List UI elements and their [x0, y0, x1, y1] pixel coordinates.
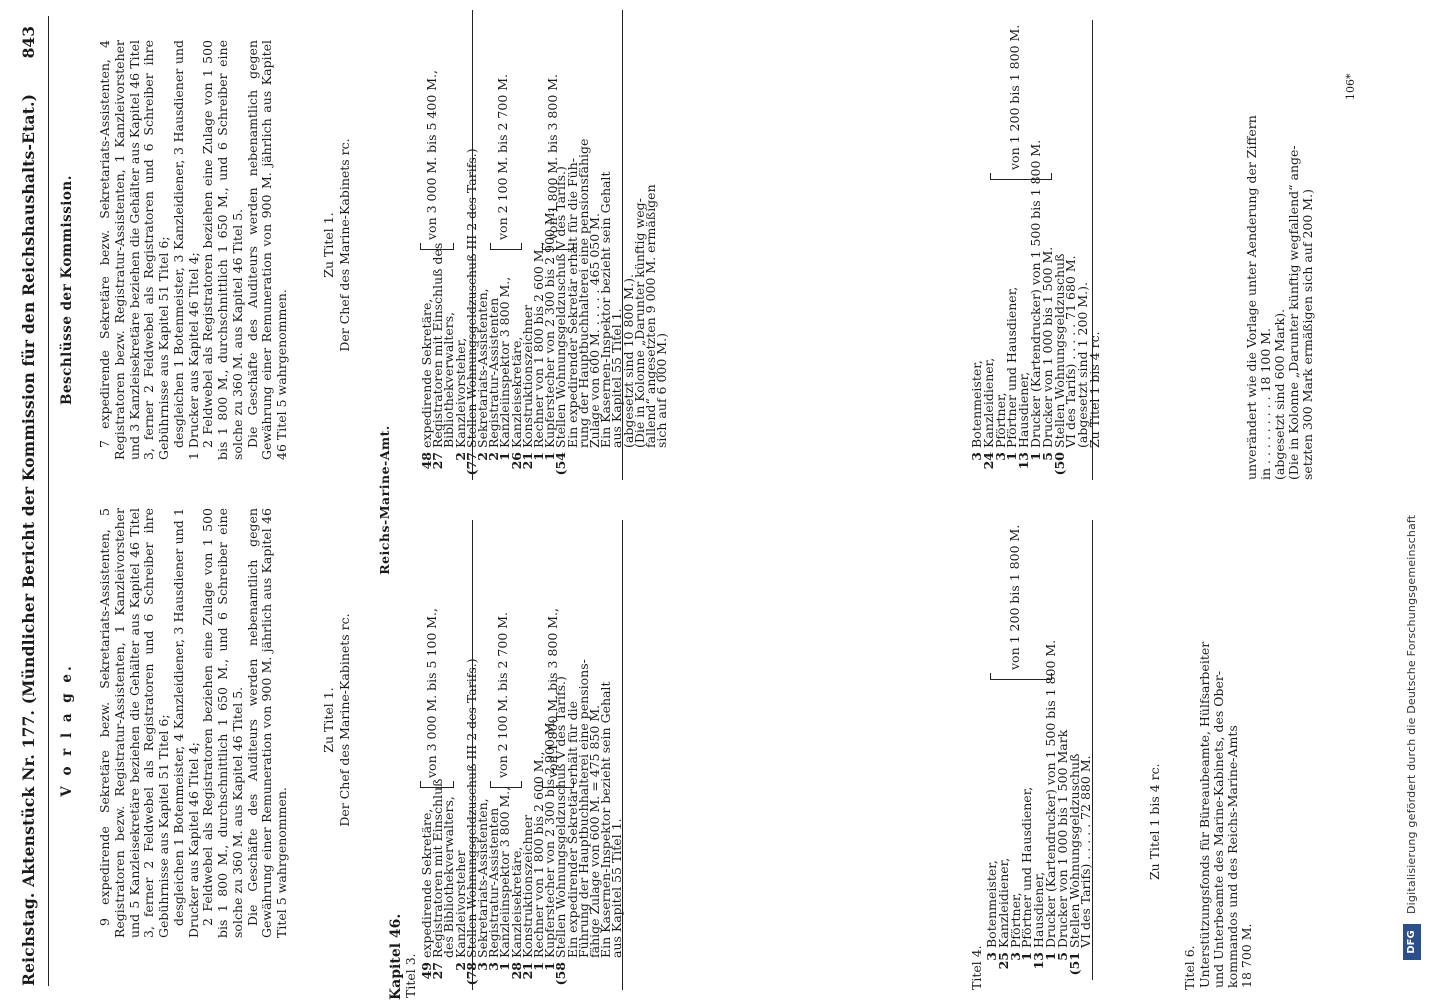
item-number: 48 [419, 452, 434, 470]
text-line: und Unterbeamte des Marine-Kabinets, des Ober- [1211, 670, 1226, 988]
item-number: 5 [1039, 452, 1055, 461]
item-text: expedirende Sekretäre, [419, 808, 434, 958]
item-number: (54 [553, 452, 569, 476]
item-number: 21 [519, 962, 535, 980]
item-text: Kanzleidiener, [995, 857, 1011, 948]
rule [1092, 20, 1093, 480]
text-line: setzten 300 Mark ermäßigen sich auf 200 M.) [1300, 189, 1315, 480]
item-number: 1 [1019, 952, 1035, 961]
item-text: rung der Hauptbuchhalterei eine pensionsfähige [575, 138, 591, 448]
column-title-beschluesse: Beschlüsse der Kommission. [59, 175, 75, 405]
paragraph: Die Geschäfte des Auditeurs werden nebenamtlich gegen Gewährung einer Remuneration von 900 M. jährlich aus Kapitel 46 Titel 5 wahrgenommen. [244, 40, 289, 460]
item-text: Zulage von 600 M. . . . . . 465 050 M. [587, 213, 602, 448]
item-number: 21 [519, 452, 535, 470]
item-text: fallend“ angesetzten 9 000 M. ermäßigen [643, 184, 658, 448]
item-number: 2 [475, 452, 490, 461]
item-text: (Die in Kolonne „Darunter künftig weg- [631, 198, 647, 448]
item-text: Ein expedirender Sekretär erhält für die Füh- [564, 158, 580, 448]
bracket-text: von 2 100 M. bis 2 700 M. [495, 73, 510, 240]
text-line: in . . . . . . . . . 18 100 M. [1258, 327, 1273, 480]
item-text: Ein Kasernen-Inspektor bezieht sein Gehalt [598, 171, 614, 448]
item-number: 3 [969, 452, 984, 461]
item-number: 5 [1054, 952, 1070, 961]
paragraph: desgleichen 1 Botenmeister, 3 Kanzleidiener, 3 Hausdiener und 1 Drucker aus Kapitel 46 Titel 4; [170, 40, 201, 460]
text-line: kommandos und des Reichs-Marine-Amts [1225, 725, 1240, 988]
item-text: Rechner von 1 800 bis 2 600 M., [531, 241, 546, 448]
item-text: Pförtner und Hausdiener, [1004, 286, 1020, 448]
item-text: (abgesetzt sind 1 200 M.). [1075, 282, 1091, 448]
item-text: Pförtner, [992, 392, 1008, 448]
page-mark: 106* [1344, 73, 1357, 100]
item-text: Registratur-Assistenten [486, 807, 502, 958]
item-number: 1 [1004, 452, 1020, 461]
paragraph: Die Geschäfte des Auditeurs werden nebenamtlich gegen Gewährung einer Remuneration von 900 M. jährlich aus Kapitel 46 Titel 5 wahrgenommen. [244, 508, 289, 938]
item-text: Stellen Wohnungsgeldzuschuß [1051, 253, 1067, 448]
item-number: 27 [430, 962, 446, 980]
brace [490, 781, 522, 788]
item-text: Kanzleidiener, [980, 357, 996, 448]
brace [542, 781, 574, 788]
list-item [655, 333, 670, 480]
item-text: Kanzleiinspektor 3 800 M., [497, 786, 513, 958]
brace [420, 243, 454, 250]
item-text: Konstruktionszeichner [519, 304, 535, 448]
item-number: 27 [430, 452, 446, 470]
item-number: (77 [463, 452, 479, 476]
text-line: 18 700 M. [1239, 923, 1254, 988]
brace [420, 781, 454, 788]
zu-titel: Zu Titel 1 bis 4 rc. [1147, 763, 1162, 880]
brace [990, 173, 1052, 180]
item-number: 24 [980, 452, 996, 470]
bracket-text: von 3 000 M. bis 5 100 M., [424, 607, 439, 778]
rule [1092, 520, 1093, 980]
rule [622, 520, 623, 990]
item-text: (abgesetzt sind 10 800 M.). [620, 274, 636, 448]
item-text: Stellen Wohnungsgeldzuschuß V des Tarifs.) [553, 676, 569, 958]
zu-titel: Zu Titel 1. [321, 687, 336, 753]
paragraph: desgleichen 1 Botenmeister, 4 Kanzleidiener, 3 Hausdiener und 1 Drucker aus Kapitel 46 Titel 4; [170, 508, 201, 938]
chef-line: Der Chef des Marine-Kabinets rc. [337, 613, 352, 827]
bracket-text: von 1 800 M. bis 3 800 M., [545, 607, 560, 778]
item-number: 2 [486, 452, 502, 461]
list-item [1088, 331, 1103, 480]
item-text: Hausdiener, [1016, 371, 1032, 448]
item-text: Registratur-Assistenten [486, 297, 502, 448]
item-number: (50 [1051, 452, 1067, 476]
paragraph: 9 expedirende Sekretäre bezw. Sekretariats-Assistenten, 5 Registratoren bezw. Registratur-Assistenten, 1 Kanzleivorsteher und 5 Kanzleisekretäre beziehen die Gehälter aus Kapitel 46 Titel 3, ferner 2 Feldwebel als Registratoren und 6 Schreiber ihre Gebührnisse aus Kapitel 51 Titel 6; [97, 508, 171, 938]
paragraph: 7 expedirende Sekretäre bezw. Sekretariats-Assistenten, 4 Registratoren bezw. Registratur-Assistenten, 1 Kanzleivorsteher und 3 Kanzleisekretäre beziehen die Gehälter aus Kapitel 46 Titel 3, ferner 2 Feldwebel als Registratoren und 6 Schreiber ihre Gebührnisse aus Kapitel 51 Titel 6; [97, 40, 171, 460]
item-text: Kanzleivorsteher, [452, 337, 468, 448]
item-text: Registratoren mit Einschluß [430, 778, 446, 958]
item-number: 1 [497, 962, 513, 971]
bracket-text: von 1 200 bis 1 800 M. [1007, 524, 1022, 670]
item-text: Drucker von 1 000 bis 1 500 Mark [1054, 729, 1070, 948]
titel-3-heading: Titel 3. [403, 953, 418, 998]
item-number: 1 [542, 452, 558, 461]
item-text: Hausdiener, [1031, 871, 1047, 948]
item-text: Drucker von 1 000 bis 1 500 M. [1039, 246, 1055, 448]
rule [622, 10, 623, 480]
item-text: Sekretariats-Assistenten, [475, 288, 490, 448]
item-number: 3 [984, 952, 999, 961]
item-text: Kanzleivorsteher [452, 850, 468, 958]
item-number: 3 [475, 962, 490, 971]
item-number: 1 [1043, 952, 1058, 961]
digitization-sidebar [1400, 0, 1426, 960]
rule [472, 10, 473, 480]
bracket-text: von 1 800 M. bis 3 800 M. [545, 73, 560, 240]
item-text: Ein expedirender Sekretär erhält für die [564, 701, 580, 958]
column-title-vorlage: V o r l a g e. [59, 663, 75, 797]
item-number: 1 [531, 452, 546, 461]
item-number: 28 [508, 962, 524, 980]
item-text: Sekretariats-Assistenten, [475, 798, 490, 958]
item-text: Drucker (Kartendrucker) von 1 500 bis 1 800 M. [1043, 639, 1058, 948]
page-number: 843 [19, 26, 38, 59]
item-number: (78 [463, 962, 479, 986]
item-number: 2 [452, 962, 468, 971]
brace [990, 673, 1052, 680]
dfg-logo: DFG [1403, 924, 1421, 960]
item-text: Botenmeister, [969, 360, 984, 448]
item-text: sich auf 6 000 M.) [654, 333, 670, 448]
item-text: Stellen Wohnungsgeldzuschuß V des Tarifs.) [553, 166, 569, 448]
item-number: 25 [995, 952, 1011, 970]
beschluesse-paragraphs [98, 40, 290, 460]
item-text: aus Kapitel 55 Titel 1. [609, 818, 625, 958]
item-text: Konstruktionszeichner [519, 814, 535, 958]
item-text: Rechner von 1 800 bis 2 600 M., [531, 751, 546, 958]
item-number: 1 [1028, 452, 1043, 461]
kapitel-heading: Kapitel 46. [388, 913, 404, 1000]
item-text: Kanzleisekretäre, [508, 846, 524, 958]
text-line: unverändert wie die Vorlage unter Aenderung der Ziffern [1244, 115, 1259, 480]
zu-titel: Zu Titel 1. [321, 212, 336, 278]
item-text: aus Kapitel 55 Titel 1. [609, 308, 625, 448]
item-number: 49 [419, 962, 434, 980]
item-text: VI des Tarifs) . . . . . 72 880 M. [1078, 755, 1094, 948]
item-text: Stellen Wohnungsgeldzuschuß III 2 des Tarifs.) [463, 658, 479, 958]
item-number: 1 [497, 452, 513, 461]
item-number: 3 [992, 452, 1008, 461]
bracket-text: von 3 000 M. bis 5 400 M., [424, 69, 439, 240]
item-text: VI des Tarifs) . . . . . 71 680 M. [1063, 255, 1079, 448]
item-text: fähige Zulage von 600 M. = 475 850 M. [587, 704, 602, 958]
item-text: Zu Titel 1 bis 4 rc. [1087, 331, 1102, 448]
text-line: Unterstützungsfonds für Büreaubeamte, Hülfsarbeiter [1197, 641, 1212, 988]
item-text: Registratoren mit Einschluß des [430, 242, 446, 448]
item-text: Drucker (Kartendrucker) von 1 500 bis 1 800 M. [1028, 139, 1043, 448]
item-number: 13 [1016, 452, 1032, 470]
item-text: Führung der Hauptbuchhalterei eine pensions- [575, 659, 591, 958]
digitization-note: Digitalisierung gefördert durch die Deutsche Forschungsgemeinschaft [1405, 514, 1418, 914]
section-heading-reichs-marine-amt: Reichs-Marine-Amt. [377, 425, 392, 575]
titel-4-heading: Titel 4. [969, 945, 984, 990]
item-number: (58 [553, 962, 569, 986]
paragraph: 2 Feldwebel als Registratoren beziehen eine Zulage von 1 500 bis 1 800 M., durchschnittlich 1 650 M., und 6 Schreiber eine solche zu 360 M. aus Kapitel 46 Titel 5. [200, 40, 245, 460]
item-text: expedirende Sekretäre, [419, 298, 434, 448]
bracket-text: von 2 100 M. bis 2 700 M. [495, 611, 510, 778]
item-text: Kupferstecher von 2 300 bis 2 900 M. [542, 718, 558, 958]
header-title: Reichstag. Aktenstück Nr. 177. (Mündlicher Bericht der Kommission für den Reichshaushalts-Etat.) [19, 93, 38, 986]
titel-6-heading: Titel 6. [1182, 945, 1197, 990]
item-number: 1 [542, 962, 558, 971]
item-text: Pförtner, [1007, 892, 1023, 948]
text-line: (Die in Kolonne „Darunter künftig wegfallend“ ange- [1286, 145, 1301, 480]
vorlage-paragraphs [98, 508, 290, 938]
item-number: 3 [486, 962, 502, 971]
chef-line: Der Chef des Marine-Kabinets rc. [337, 138, 352, 352]
item-number: (51 [1066, 952, 1082, 976]
item-number: 13 [1031, 952, 1047, 970]
item-text: Kanzleisekretäre, [508, 336, 524, 448]
paragraph: 2 Feldwebel als Registratoren beziehen eine Zulage von 1 500 bis 1 800 M., durchschnittlich 1 650 M., und 6 Schreiber eine solche zu 360 M. aus Kapitel 46 Titel 5. [200, 508, 245, 938]
item-text: Bibliothekverwalters, [441, 311, 457, 448]
item-text: Botenmeister, [984, 860, 999, 948]
item-number: 3 [1007, 952, 1023, 961]
item-text: Kupferstecher von 2 300 bis 2 900 M. [542, 208, 558, 448]
bracket-text: von 1 200 bis 1 800 M. [1007, 24, 1022, 170]
text-line: (abgesetzt sind 600 Mark). [1272, 308, 1287, 480]
item-text: Stellen Wohnungsgeldzuschuß [1066, 753, 1082, 948]
item-text: des Bibliothekverwalters, [441, 796, 457, 958]
item-text: Ein Kasernen-Inspektor bezieht sein Gehalt [598, 681, 614, 958]
item-text: Kanzleiinspektor 3 800 M., [497, 276, 513, 448]
brace [542, 243, 574, 250]
page-header [18, 16, 49, 986]
item-text: Pförtner und Hausdiener, [1019, 786, 1035, 948]
item-text: Stellen Wohnungsgeldzuschuß III 2 des Tarifs.) [463, 148, 479, 448]
item-number: 26 [508, 452, 524, 470]
rule [472, 520, 473, 990]
brace [490, 243, 522, 250]
item-number: 2 [452, 452, 468, 461]
item-number: 1 [531, 962, 546, 971]
